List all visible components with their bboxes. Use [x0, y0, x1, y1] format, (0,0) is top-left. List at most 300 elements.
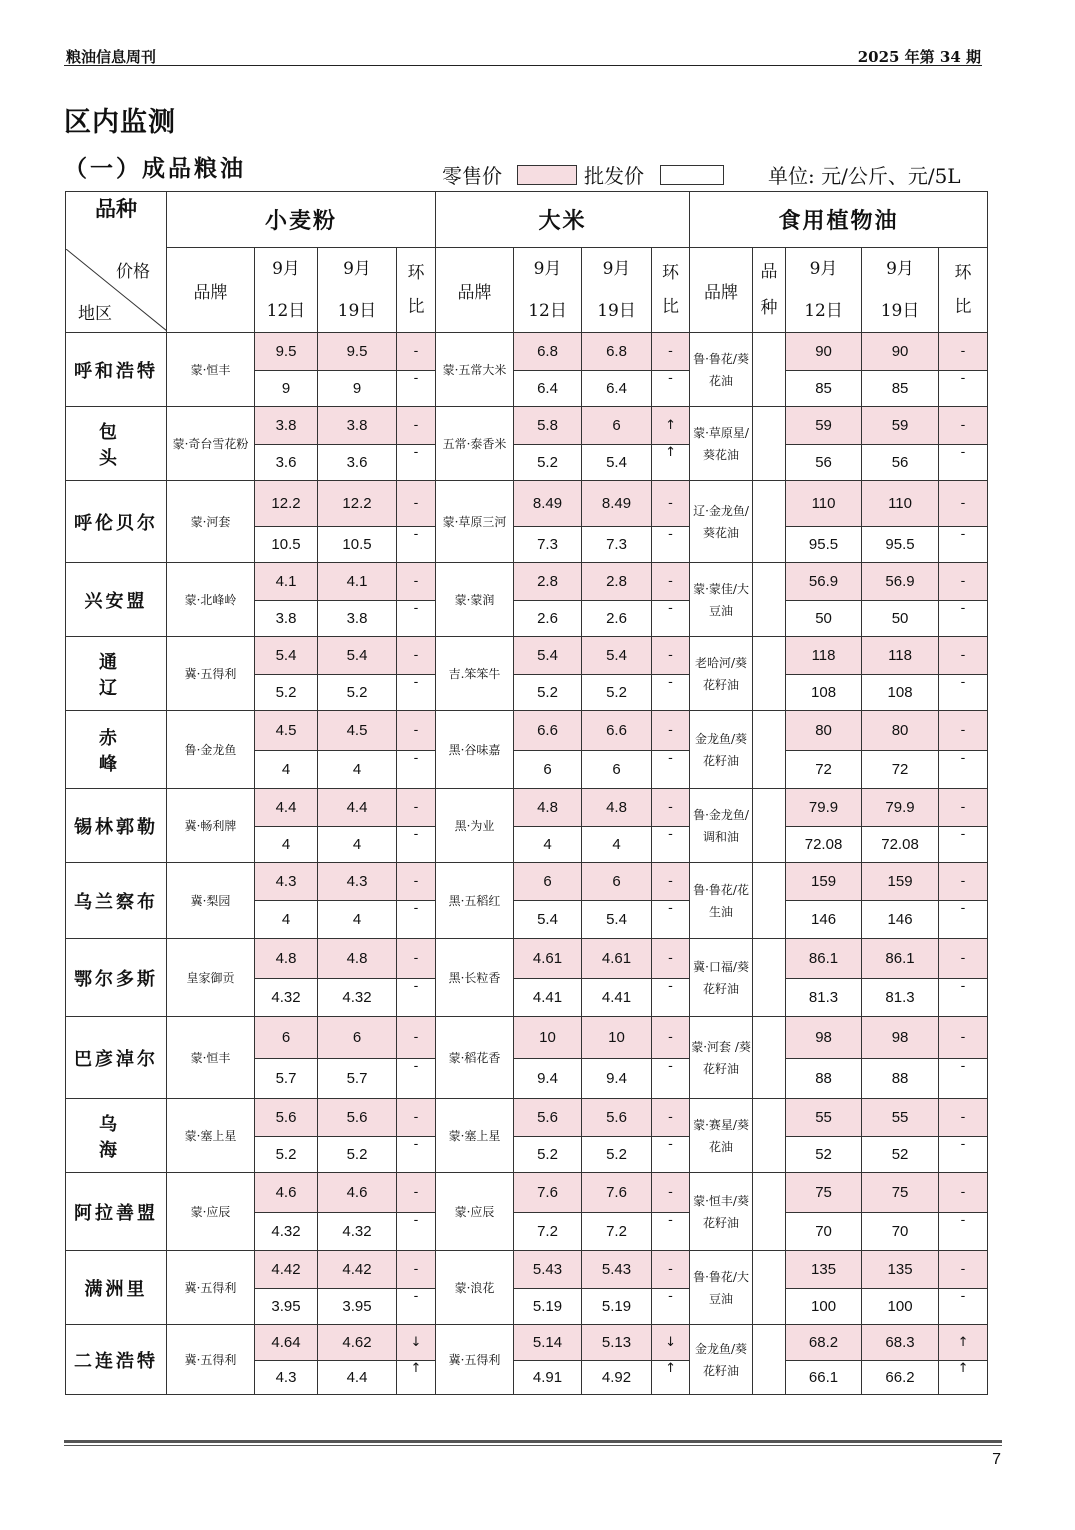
flour-retail-price: 5.4 — [318, 637, 397, 675]
oil-wholesale-price: 81.3 — [786, 979, 862, 1017]
flour-wholesale-change: - — [397, 1059, 436, 1099]
flour-brand: 蒙·塞上星 — [167, 1099, 255, 1173]
oil-retail-price: 79.9 — [786, 789, 862, 827]
rice-brand: 蒙·草原三河 — [436, 481, 514, 563]
issue-number: 2025 年第 34 期 — [857, 48, 981, 66]
rice-brand: 黑·谷味嘉 — [436, 711, 514, 789]
flour-brand: 蒙·应辰 — [167, 1173, 255, 1251]
flour-retail-price: 4.6 — [255, 1173, 318, 1213]
flour-brand: 冀·五得利 — [167, 1325, 255, 1395]
rice-retail-change: - — [652, 481, 690, 527]
flour-retail-price: 4.42 — [255, 1251, 318, 1289]
oil-retail-change: - — [939, 1099, 988, 1137]
rice-brand: 黑·长粒香 — [436, 939, 514, 1017]
flour-retail-price: 4.4 — [255, 789, 318, 827]
rice-wholesale-price: 6 — [582, 751, 652, 789]
rice-wholesale-change: - — [652, 1137, 690, 1173]
rice-change-header: 环 比 — [652, 248, 690, 333]
flour-wholesale-price: 5.7 — [318, 1059, 397, 1099]
rice-retail-price: 4.8 — [582, 789, 652, 827]
oil-wholesale-price: 72 — [862, 751, 939, 789]
oil-wholesale-price: 108 — [862, 675, 939, 711]
rice-wholesale-price: 5.2 — [514, 675, 582, 711]
flour-wholesale-price: 5.7 — [255, 1059, 318, 1099]
flour-wholesale-price: 4.32 — [318, 979, 397, 1017]
rice-retail-change: - — [652, 563, 690, 601]
oil-retail-price: 68.2 — [786, 1325, 862, 1361]
flour-retail-price: 4.5 — [255, 711, 318, 751]
oil-retail-change: - — [939, 481, 988, 527]
oil-wholesale-change: - — [939, 445, 988, 481]
oil-variety-cell — [753, 789, 786, 863]
flour-wholesale-price: 4.32 — [318, 1213, 397, 1251]
rice-wholesale-price: 4.41 — [514, 979, 582, 1017]
rice-wholesale-price: 4.41 — [582, 979, 652, 1017]
flour-retail-price: 4.64 — [255, 1325, 318, 1361]
oil-wholesale-price: 72.08 — [862, 827, 939, 863]
oil-wholesale-price: 100 — [786, 1289, 862, 1325]
flour-wholesale-change: - — [397, 601, 436, 637]
rice-wholesale-change: - — [652, 901, 690, 939]
rice-retail-change: ↓ — [652, 1325, 690, 1361]
table-row — [66, 637, 988, 675]
table-row — [66, 1017, 988, 1059]
oil-date1-header: 9月 12日 — [786, 248, 862, 333]
oil-brand: 金龙鱼/葵花籽油 — [690, 711, 753, 789]
flour-brand: 蒙·恒丰 — [167, 333, 255, 407]
oil-wholesale-price: 100 — [862, 1289, 939, 1325]
header-row-sub — [66, 248, 988, 333]
rice-wholesale-price: 5.2 — [582, 1137, 652, 1173]
oil-wholesale-price: 70 — [862, 1213, 939, 1251]
table-row — [66, 789, 988, 827]
rice-brand: 蒙·稻花香 — [436, 1017, 514, 1099]
oil-wholesale-price: 52 — [862, 1137, 939, 1173]
oil-wholesale-price: 81.3 — [862, 979, 939, 1017]
group-oil: 食用植物油 — [690, 192, 988, 248]
flour-wholesale-price: 4 — [255, 827, 318, 863]
rice-retail-change: - — [652, 1017, 690, 1059]
oil-wholesale-price: 56 — [862, 445, 939, 481]
oil-retail-price: 118 — [862, 637, 939, 675]
oil-retail-price: 75 — [786, 1173, 862, 1213]
rice-wholesale-change: - — [652, 979, 690, 1017]
table-row — [66, 1251, 988, 1289]
flour-retail-change: - — [397, 407, 436, 445]
oil-change-header: 环 比 — [939, 248, 988, 333]
region-name: 阿拉善盟 — [66, 1173, 167, 1251]
oil-wholesale-price: 72.08 — [786, 827, 862, 863]
oil-variety-cell — [753, 1099, 786, 1173]
rice-retail-change: - — [652, 711, 690, 751]
subsection-title: （一）成品粮油 — [64, 155, 246, 182]
section-title: 区内监测 — [64, 107, 176, 138]
rice-wholesale-price: 5.4 — [514, 901, 582, 939]
oil-wholesale-price: 66.2 — [862, 1361, 939, 1395]
legend-retail-swatch — [517, 165, 577, 185]
oil-wholesale-change: - — [939, 675, 988, 711]
oil-brand: 冀·口福/葵花籽油 — [690, 939, 753, 1017]
region-name: 包头 — [66, 407, 167, 481]
oil-wholesale-price: 52 — [786, 1137, 862, 1173]
rice-brand: 蒙·浪花 — [436, 1251, 514, 1325]
oil-retail-price: 55 — [786, 1099, 862, 1137]
oil-wholesale-change: - — [939, 1059, 988, 1099]
rice-retail-price: 5.6 — [582, 1099, 652, 1137]
oil-retail-price: 90 — [786, 333, 862, 371]
region-name: 通辽 — [66, 637, 167, 711]
flour-wholesale-change: - — [397, 979, 436, 1017]
oil-retail-price: 86.1 — [786, 939, 862, 979]
flour-retail-price: 9.5 — [255, 333, 318, 371]
rice-wholesale-price: 4 — [514, 827, 582, 863]
rice-retail-price: 6 — [582, 407, 652, 445]
oil-wholesale-price: 85 — [862, 371, 939, 407]
oil-variety-cell — [753, 333, 786, 407]
legend-wholesale-label: 批发价 — [584, 164, 644, 188]
oil-retail-price: 59 — [786, 407, 862, 445]
flour-retail-price: 4.1 — [255, 563, 318, 601]
flour-retail-price: 4.8 — [318, 939, 397, 979]
oil-retail-price: 68.3 — [862, 1325, 939, 1361]
oil-wholesale-change: - — [939, 527, 988, 563]
oil-wholesale-price: 146 — [786, 901, 862, 939]
oil-variety-cell — [753, 1017, 786, 1099]
oil-retail-price: 98 — [786, 1017, 862, 1059]
flour-wholesale-change: - — [397, 675, 436, 711]
flour-wholesale-price: 4 — [255, 901, 318, 939]
rice-brand: 黑·为业 — [436, 789, 514, 863]
flour-retail-change: - — [397, 711, 436, 751]
rice-retail-price: 6.6 — [582, 711, 652, 751]
oil-wholesale-change: - — [939, 1289, 988, 1325]
oil-brand: 鲁·鲁花/花生油 — [690, 863, 753, 939]
flour-retail-change: - — [397, 563, 436, 601]
oil-retail-price: 90 — [862, 333, 939, 371]
table-row — [66, 939, 988, 979]
flour-retail-price: 4.3 — [318, 863, 397, 901]
oil-wholesale-price: 72 — [786, 751, 862, 789]
rice-retail-price: 2.8 — [582, 563, 652, 601]
flour-retail-price: 4.4 — [318, 789, 397, 827]
rice-wholesale-change: - — [652, 1059, 690, 1099]
flour-wholesale-price: 3.95 — [318, 1289, 397, 1325]
rice-retail-price: 2.8 — [514, 563, 582, 601]
oil-wholesale-change: - — [939, 827, 988, 863]
group-flour: 小麦粉 — [167, 192, 436, 248]
rice-brand: 五常·泰香米 — [436, 407, 514, 481]
rice-retail-change: ↑ — [652, 407, 690, 445]
region-name: 呼伦贝尔 — [66, 481, 167, 563]
region-name: 二连浩特 — [66, 1325, 167, 1395]
flour-brand: 皇家御贡 — [167, 939, 255, 1017]
corner-region-label: 地区 — [78, 303, 112, 324]
rice-brand-header: 品牌 — [436, 248, 514, 333]
rice-retail-change: - — [652, 1173, 690, 1213]
rice-retail-change: - — [652, 1251, 690, 1289]
flour-wholesale-change: - — [397, 1213, 436, 1251]
oil-wholesale-change: - — [939, 901, 988, 939]
corner-price-label: 价格 — [116, 261, 150, 282]
oil-brand: 蒙·蒙佳/大豆油 — [690, 563, 753, 637]
oil-date2-header: 9月 19日 — [862, 248, 939, 333]
flour-wholesale-price: 3.6 — [318, 445, 397, 481]
rice-wholesale-change: ↑ — [652, 1361, 690, 1395]
flour-wholesale-change: - — [397, 901, 436, 939]
table-row — [66, 333, 988, 371]
oil-retail-change: - — [939, 563, 988, 601]
flour-wholesale-price: 4 — [318, 901, 397, 939]
flour-wholesale-price: 3.6 — [255, 445, 318, 481]
flour-wholesale-change: ↑ — [397, 1361, 436, 1395]
flour-retail-change: - — [397, 939, 436, 979]
flour-wholesale-price: 3.8 — [318, 601, 397, 637]
legend-retail-label: 零售价 — [442, 164, 502, 188]
oil-retail-price: 56.9 — [786, 563, 862, 601]
rice-retail-price: 8.49 — [514, 481, 582, 527]
rice-wholesale-price: 4.92 — [582, 1361, 652, 1395]
rice-wholesale-price: 9.4 — [514, 1059, 582, 1099]
oil-wholesale-price: 85 — [786, 371, 862, 407]
rice-wholesale-change: - — [652, 1213, 690, 1251]
flour-wholesale-price: 3.8 — [255, 601, 318, 637]
rice-retail-price: 4.61 — [514, 939, 582, 979]
oil-wholesale-change: ↑ — [939, 1361, 988, 1395]
region-name: 乌海 — [66, 1099, 167, 1173]
rice-wholesale-price: 6.4 — [514, 371, 582, 407]
oil-retail-change: - — [939, 1173, 988, 1213]
rice-retail-price: 7.6 — [582, 1173, 652, 1213]
rice-wholesale-price: 7.2 — [582, 1213, 652, 1251]
oil-retail-price: 118 — [786, 637, 862, 675]
flour-retail-price: 5.4 — [255, 637, 318, 675]
corner-cell — [66, 248, 167, 333]
rice-retail-change: - — [652, 939, 690, 979]
rice-wholesale-price: 7.3 — [514, 527, 582, 563]
flour-wholesale-change: - — [397, 1289, 436, 1325]
oil-variety-cell — [753, 711, 786, 789]
rice-retail-price: 5.4 — [514, 637, 582, 675]
oil-variety-cell — [753, 1251, 786, 1325]
oil-retail-change: - — [939, 1017, 988, 1059]
oil-variety-cell — [753, 637, 786, 711]
flour-wholesale-price: 3.95 — [255, 1289, 318, 1325]
rice-retail-price: 5.4 — [582, 637, 652, 675]
header-row-variety — [66, 192, 988, 248]
rice-wholesale-price: 4.91 — [514, 1361, 582, 1395]
oil-retail-change: ↑ — [939, 1325, 988, 1361]
rice-wholesale-price: 9.4 — [582, 1059, 652, 1099]
rice-wholesale-price: 5.19 — [514, 1289, 582, 1325]
oil-variety-header: 品 种 — [753, 248, 786, 333]
rice-wholesale-price: 5.4 — [582, 445, 652, 481]
table-row — [66, 711, 988, 751]
flour-wholesale-price: 5.2 — [318, 675, 397, 711]
table-row — [66, 863, 988, 901]
table-row — [66, 1173, 988, 1213]
flour-retail-change: - — [397, 1099, 436, 1137]
footer-rule-thick — [64, 1440, 1002, 1443]
oil-retail-price: 159 — [862, 863, 939, 901]
flour-wholesale-change: - — [397, 751, 436, 789]
oil-retail-price: 55 — [862, 1099, 939, 1137]
oil-retail-price: 59 — [862, 407, 939, 445]
flour-retail-change: - — [397, 1173, 436, 1213]
flour-retail-price: 4.3 — [255, 863, 318, 901]
oil-wholesale-change: - — [939, 1137, 988, 1173]
flour-retail-change: - — [397, 481, 436, 527]
oil-wholesale-price: 70 — [786, 1213, 862, 1251]
rice-retail-price: 5.8 — [514, 407, 582, 445]
rice-retail-price: 5.6 — [514, 1099, 582, 1137]
oil-retail-price: 159 — [786, 863, 862, 901]
rice-retail-change: - — [652, 333, 690, 371]
flour-date1-header: 9月 12日 — [255, 248, 318, 333]
rice-retail-change: - — [652, 863, 690, 901]
flour-retail-change: - — [397, 1017, 436, 1059]
flour-retail-price: 3.8 — [318, 407, 397, 445]
oil-retail-price: 98 — [862, 1017, 939, 1059]
oil-retail-change: - — [939, 407, 988, 445]
oil-wholesale-change: - — [939, 601, 988, 637]
publication-name: 粮油信息周刊 — [66, 48, 157, 66]
flour-brand: 冀·五得利 — [167, 637, 255, 711]
flour-retail-price: 4.42 — [318, 1251, 397, 1289]
flour-brand: 冀·五得利 — [167, 1251, 255, 1325]
flour-retail-price: 6 — [318, 1017, 397, 1059]
flour-retail-price: 4.1 — [318, 563, 397, 601]
oil-variety-cell — [753, 863, 786, 939]
flour-wholesale-change: - — [397, 827, 436, 863]
region-name: 满洲里 — [66, 1251, 167, 1325]
rice-brand: 吉.笨笨牛 — [436, 637, 514, 711]
flour-brand: 蒙·奇台雪花粉 — [167, 407, 255, 481]
oil-wholesale-price: 108 — [786, 675, 862, 711]
flour-retail-price: 9.5 — [318, 333, 397, 371]
flour-retail-change: - — [397, 637, 436, 675]
oil-wholesale-price: 56 — [786, 445, 862, 481]
oil-variety-cell — [753, 563, 786, 637]
flour-retail-change: - — [397, 789, 436, 827]
oil-retail-price: 75 — [862, 1173, 939, 1213]
rice-wholesale-price: 2.6 — [514, 601, 582, 637]
table-row — [66, 563, 988, 601]
oil-retail-price: 80 — [786, 711, 862, 751]
rice-date1-header: 9月 12日 — [514, 248, 582, 333]
flour-wholesale-change: - — [397, 445, 436, 481]
flour-retail-price: 4.5 — [318, 711, 397, 751]
oil-brand: 蒙·草原星/葵花油 — [690, 407, 753, 481]
oil-variety-cell — [753, 1325, 786, 1395]
legend-wholesale-swatch — [660, 165, 724, 185]
flour-wholesale-price: 5.2 — [255, 675, 318, 711]
oil-retail-change: - — [939, 1251, 988, 1289]
oil-variety-cell — [753, 481, 786, 563]
oil-wholesale-price: 95.5 — [862, 527, 939, 563]
flour-brand: 蒙·恒丰 — [167, 1017, 255, 1099]
region-name: 锡林郭勒 — [66, 789, 167, 863]
oil-variety-cell — [753, 1173, 786, 1251]
oil-wholesale-price: 95.5 — [786, 527, 862, 563]
flour-wholesale-price: 9 — [318, 371, 397, 407]
region-name: 赤峰 — [66, 711, 167, 789]
rice-brand: 蒙·塞上星 — [436, 1099, 514, 1173]
rice-brand: 黑·五稻红 — [436, 863, 514, 939]
oil-wholesale-change: - — [939, 371, 988, 407]
flour-date2-header: 9月 19日 — [318, 248, 397, 333]
oil-brand: 蒙·河套 /葵花籽油 — [690, 1017, 753, 1099]
oil-retail-price: 135 — [786, 1251, 862, 1289]
oil-retail-price: 135 — [862, 1251, 939, 1289]
table-row — [66, 481, 988, 527]
oil-variety-cell — [753, 939, 786, 1017]
rice-wholesale-change: - — [652, 675, 690, 711]
oil-retail-change: - — [939, 939, 988, 979]
flour-brand: 冀·畅利牌 — [167, 789, 255, 863]
rice-wholesale-price: 5.2 — [514, 445, 582, 481]
rice-retail-price: 7.6 — [514, 1173, 582, 1213]
flour-brand-header: 品牌 — [167, 248, 255, 333]
oil-wholesale-change: - — [939, 1213, 988, 1251]
variety-header: 品种 — [66, 192, 167, 248]
rice-brand: 冀·五得利 — [436, 1325, 514, 1395]
oil-wholesale-change: - — [939, 979, 988, 1017]
flour-wholesale-change: - — [397, 1137, 436, 1173]
flour-retail-price: 5.6 — [318, 1099, 397, 1137]
rice-retail-price: 6.8 — [582, 333, 652, 371]
group-rice: 大米 — [436, 192, 690, 248]
flour-brand: 蒙·河套 — [167, 481, 255, 563]
oil-brand: 鲁·鲁花/葵花油 — [690, 333, 753, 407]
rice-retail-change: - — [652, 637, 690, 675]
flour-wholesale-price: 4 — [318, 827, 397, 863]
flour-wholesale-price: 9 — [255, 371, 318, 407]
oil-wholesale-price: 88 — [786, 1059, 862, 1099]
rice-wholesale-price: 2.6 — [582, 601, 652, 637]
oil-brand: 金龙鱼/葵花籽油 — [690, 1325, 753, 1395]
rice-retail-price: 5.43 — [582, 1251, 652, 1289]
flour-brand: 鲁·金龙鱼 — [167, 711, 255, 789]
oil-retail-price: 110 — [862, 481, 939, 527]
rice-retail-price: 8.49 — [582, 481, 652, 527]
oil-retail-price: 79.9 — [862, 789, 939, 827]
rice-wholesale-change: - — [652, 601, 690, 637]
oil-retail-change: - — [939, 789, 988, 827]
flour-wholesale-change: - — [397, 371, 436, 407]
rice-wholesale-price: 7.3 — [582, 527, 652, 563]
flour-retail-price: 12.2 — [318, 481, 397, 527]
rice-wholesale-price: 6.4 — [582, 371, 652, 407]
oil-retail-price: 56.9 — [862, 563, 939, 601]
rice-retail-price: 10 — [514, 1017, 582, 1059]
price-table — [65, 191, 988, 1395]
rice-wholesale-price: 5.19 — [582, 1289, 652, 1325]
rice-wholesale-change: - — [652, 527, 690, 563]
region-name: 巴彦淖尔 — [66, 1017, 167, 1099]
flour-wholesale-price: 10.5 — [255, 527, 318, 563]
rice-retail-price: 6 — [582, 863, 652, 901]
oil-brand: 鲁·金龙鱼/调和油 — [690, 789, 753, 863]
rice-date2-header: 9月 19日 — [582, 248, 652, 333]
region-name: 呼和浩特 — [66, 333, 167, 407]
flour-retail-change: ↓ — [397, 1325, 436, 1361]
flour-retail-price: 12.2 — [255, 481, 318, 527]
flour-wholesale-price: 5.2 — [318, 1137, 397, 1173]
table-row — [66, 1325, 988, 1361]
flour-wholesale-price: 4 — [318, 751, 397, 789]
page-number: 7 — [992, 1451, 1001, 1468]
oil-brand: 老哈河/葵花籽油 — [690, 637, 753, 711]
